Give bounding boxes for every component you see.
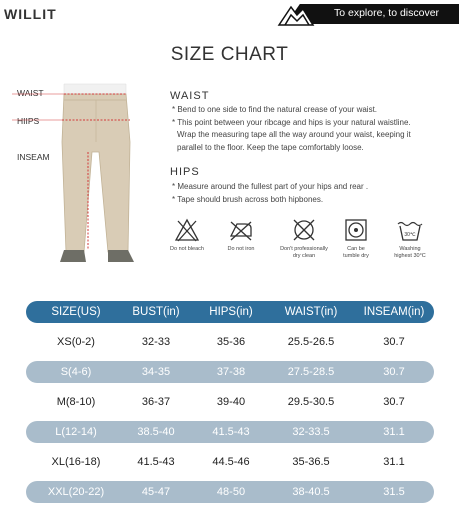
header-size: SIZE(US) <box>51 306 101 318</box>
care-no-iron: Do not iron <box>213 218 269 253</box>
header-waist: WAIST(in) <box>284 306 338 318</box>
no-bleach-icon <box>174 218 200 242</box>
table-row: M(8-10) 36-37 39-40 29.5-30.5 30.7 <box>26 391 434 413</box>
waist-line: * Bend to one side to find the natural crease of your waist. <box>172 105 378 114</box>
care-tumble-dry: Can be tumble dry <box>328 218 384 260</box>
hips-line: * Measure around the fullest part of your hips and rear . <box>172 182 369 191</box>
header-hips: HIPS(in) <box>209 306 253 318</box>
table-row: S(4-6) 34-35 37-38 27.5-28.5 30.7 <box>26 361 434 383</box>
waist-instructions <box>172 104 457 154</box>
wash-30-icon <box>397 218 423 242</box>
no-dry-clean-icon <box>291 218 317 242</box>
care-no-bleach: Do not bleach <box>159 218 215 253</box>
figure-label-waist: WAIST <box>17 88 44 98</box>
figure-label-inseam: INSEAM <box>17 152 50 162</box>
care-wash-30: 30℃ Washing highest 30°C <box>382 218 438 260</box>
size-table <box>26 301 434 511</box>
hips-instructions <box>172 181 457 206</box>
svg-text:30℃: 30℃ <box>404 232 416 238</box>
page-title: SIZE CHART <box>170 44 289 65</box>
mountain-logo-icon <box>279 3 321 25</box>
hips-heading: HIPS <box>170 166 200 178</box>
waist-line: Wrap the measuring tape all the way around your waist, keeping it <box>177 130 411 140</box>
tagline: To explore, to discover <box>334 7 440 19</box>
figure-label-hips: HIIPS <box>17 116 40 126</box>
care-no-dry-clean: Don't professionally dry clean <box>276 218 332 260</box>
waist-heading: WAIST <box>170 90 210 102</box>
tumble-dry-icon <box>343 218 369 242</box>
waist-line: * This point between your ribcage and hips is your natural waistline. <box>172 117 411 127</box>
table-header-row <box>26 301 434 323</box>
table-row: L(12-14) 38.5-40 41.5-43 32-33.5 31.1 <box>26 421 434 443</box>
hips-line: * Tape should brush across both hipbones. <box>172 194 324 204</box>
table-row: XL(16-18) 41.5-43 44.5-46 35-36.5 31.1 <box>26 451 434 473</box>
pants-figure <box>52 82 142 268</box>
brand-logo: WILLIT <box>4 6 57 22</box>
header <box>0 0 459 30</box>
header-inseam: INSEAM(in) <box>363 306 425 318</box>
table-row: XS(0-2) 32-33 35-36 25.5-26.5 30.7 <box>26 331 434 353</box>
header-bust: BUST(in) <box>132 306 180 318</box>
waist-line: parallel to the floor. Keep the tape comfortably loose. <box>177 142 364 152</box>
no-iron-icon <box>228 218 254 242</box>
table-row: XXL(20-22) 45-47 48-50 38-40.5 31.5 <box>26 481 434 503</box>
